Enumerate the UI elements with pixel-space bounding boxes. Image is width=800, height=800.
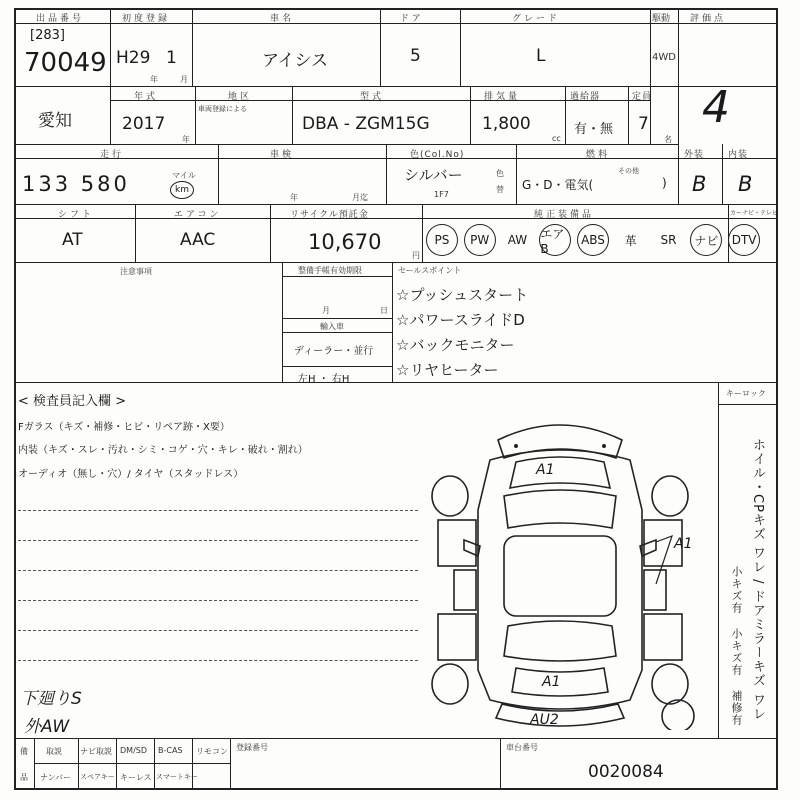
color-note-2: 替 <box>496 185 504 194</box>
right-side-note-3: 補修有 <box>730 690 743 726</box>
divider <box>282 332 392 333</box>
writing-line <box>18 660 418 661</box>
damage-mark-rear: A1 <box>542 674 561 690</box>
color-note-1: 色 <box>496 169 504 178</box>
car-name-header: 車名 <box>270 14 295 24</box>
model-type-header: 型式 <box>360 92 385 102</box>
grade-value: L <box>536 46 546 66</box>
first-reg-month-unit: 月 <box>180 75 188 84</box>
divider <box>34 738 35 790</box>
accessory-spare-key: スペアキー <box>80 773 115 781</box>
color-code: 1F7 <box>434 190 449 199</box>
divider <box>565 86 566 144</box>
equipment-item: AW <box>507 233 528 247</box>
divider <box>154 738 155 790</box>
divider <box>78 738 79 790</box>
color-name: シルバー <box>404 166 463 184</box>
bottom-side-label-2: 品 <box>20 773 28 782</box>
divider <box>282 262 283 382</box>
first-reg-year-unit: 年 <box>150 75 158 84</box>
accessory-plate: ナンバー <box>40 773 72 782</box>
warranty-header: 整備手帳有効期限 <box>298 266 362 275</box>
divider <box>470 86 471 144</box>
damage-mark-front: A1 <box>536 462 555 478</box>
drive-header: 駆動 <box>652 14 671 24</box>
warranty-day: 日 <box>380 306 388 315</box>
sales-points-list <box>396 284 696 384</box>
lot-bracket: [283] <box>30 28 65 43</box>
accessory-manual: 取説 <box>46 747 62 756</box>
sales-point-item: ☆バックモニター <box>396 336 515 354</box>
equipment-item: PS <box>426 224 458 256</box>
row2-bottom-line <box>14 144 678 145</box>
accessory-keyless: キーレス <box>120 773 152 782</box>
aircon-value: AAC <box>180 230 216 250</box>
divider <box>722 144 723 204</box>
ledger-header: 登録番号 <box>236 743 268 752</box>
interior-header: 内装 <box>728 150 749 160</box>
divider <box>422 204 423 262</box>
warranty-month: 月 <box>322 306 330 315</box>
keylock-header: キーロック <box>726 389 766 398</box>
divider <box>192 8 193 86</box>
writing-line <box>18 570 418 571</box>
divider <box>218 144 219 204</box>
inspector-line-3: オーディオ（無し・穴）/ タイヤ（スタッドレス） <box>18 469 244 480</box>
bottom-mid-line <box>34 763 230 764</box>
equipment-item: PW <box>464 224 496 256</box>
inspector-title: < 検査員記入欄 > <box>18 394 127 409</box>
grade-header: グレード <box>512 14 561 24</box>
accessory-navi-manual: ナビ取説 <box>80 747 112 756</box>
shaken-header: 車検 <box>270 150 295 160</box>
fuel-other: その他 <box>618 167 639 175</box>
equipment-item: DTV <box>728 224 760 256</box>
bottom-side-label-1: 備 <box>20 747 28 756</box>
accessory-dm-sd: DM/SD <box>120 746 147 755</box>
year-unit: 年 <box>182 135 190 144</box>
notes-header: 注意事項 <box>120 267 152 276</box>
capacity-unit: 名 <box>664 135 672 144</box>
right-side-note-2: 小キズ有 <box>730 628 743 676</box>
handle-type: 左H ・ 右H <box>298 374 350 385</box>
capacity-value: 7 <box>638 114 649 134</box>
divider <box>678 8 679 144</box>
displacement-header: 排気量 <box>484 92 521 102</box>
model-type: DBA - ZGM15G <box>302 114 430 134</box>
rating-header: 評価点 <box>690 14 727 24</box>
shift-header: シフト <box>58 210 95 220</box>
divider <box>135 204 136 262</box>
damage-mark-right: A1 <box>674 536 693 552</box>
mileage-header: 走行 <box>100 150 125 160</box>
sales-point-item: ☆リヤヒーター <box>396 361 499 379</box>
first-reg-month: 1 <box>166 48 177 68</box>
cc-unit: cc <box>552 134 561 143</box>
aircon-header: エアコン <box>174 210 222 220</box>
row3-header-line <box>14 158 778 159</box>
chassis-header: 車台番号 <box>506 743 538 752</box>
divider <box>516 144 517 204</box>
right-side-note-1: 小キズ有 <box>730 566 743 614</box>
bottom-top-line <box>14 738 778 739</box>
divider <box>500 738 501 790</box>
right-side-legend: ホイル・CPキズ ワレ / ドアミラーキズ ワレ <box>750 438 765 721</box>
fuel-value: G・D・電気( <box>522 178 594 192</box>
divider <box>282 366 392 367</box>
divider <box>460 8 461 86</box>
model-year: 2017 <box>122 114 166 134</box>
row1-bottom-line <box>14 86 778 87</box>
inspector-line-1: Fガラス（キズ・補修・ヒビ・リペア跡・X要） <box>18 422 230 433</box>
turbo-value: 有・無 <box>574 122 614 137</box>
divider <box>292 86 293 144</box>
accessory-smart-key: スマートキー <box>156 773 198 781</box>
sales-point-item: ☆プッシュスタート <box>396 286 529 304</box>
divider <box>192 738 193 790</box>
navi-tv-header: カーナビ・テレビ <box>730 210 778 217</box>
turbo-header: 過給器 <box>570 92 601 102</box>
divider <box>392 262 393 382</box>
writing-line <box>18 540 418 541</box>
writing-line <box>18 510 418 511</box>
accessory-remote: リモコン <box>196 747 228 756</box>
writing-line <box>18 600 418 601</box>
equipment-header: 純正装備品 <box>534 210 595 220</box>
door-header: ドア <box>400 14 424 24</box>
region-header: 地区 <box>228 92 253 102</box>
drive-value: 4WD <box>652 52 676 63</box>
divider <box>380 8 381 86</box>
year-header: 年式 <box>134 92 159 102</box>
equipment-item: SR <box>660 233 677 247</box>
divider <box>650 8 651 144</box>
shaken-year-unit: 年 <box>290 193 298 202</box>
sales-points-header: セールスポイント <box>398 266 462 275</box>
mileage-value: 133 580 <box>22 172 130 196</box>
equipment-item: エアB <box>539 224 571 256</box>
inspector-line-2: 内装（キズ・スレ・汚れ・シミ・コゲ・穴・キレ・破れ・割れ） <box>18 445 308 456</box>
chassis-number: 0020084 <box>588 762 664 782</box>
exterior-header: 外装 <box>684 150 705 160</box>
divider <box>270 204 271 262</box>
row4-header-line <box>14 218 778 219</box>
accessory-bcas: B-CAS <box>158 746 183 755</box>
divider <box>195 86 196 144</box>
recycle-header: リサイクル預託金 <box>290 210 369 220</box>
region-sub: 車両登録による <box>198 105 247 113</box>
divider <box>718 404 778 405</box>
door-count: 5 <box>410 46 421 66</box>
divider <box>282 276 392 277</box>
capacity-header: 定員 <box>632 92 653 102</box>
equipment-item: 革 <box>624 233 637 248</box>
first-reg-era: H29 <box>116 48 151 68</box>
sales-point-item: ☆パワースライドD <box>396 311 525 329</box>
exterior-grade: B <box>692 172 707 196</box>
divider <box>628 86 629 144</box>
shift-value: AT <box>62 230 83 250</box>
writing-line <box>18 630 418 631</box>
divider <box>718 382 719 738</box>
lot-header: 出品番号 <box>36 14 85 24</box>
equipment-item: ABS <box>577 224 609 256</box>
color-header: 色(Col.No) <box>410 150 465 160</box>
interior-grade: B <box>738 172 753 196</box>
divider <box>282 318 392 319</box>
mileage-mile-unit: マイル <box>172 171 196 180</box>
first-reg-header: 初度登録 <box>122 14 171 24</box>
equipment-list <box>424 222 764 260</box>
hand-note-underbody: 下廻りS <box>20 689 82 709</box>
import-header: 輸入車 <box>320 322 344 331</box>
recycle-value: 10,670 <box>308 230 382 254</box>
displacement-value: 1,800 <box>482 114 531 134</box>
damage-mark-bumper: AU2 <box>530 712 559 728</box>
import-type: ディーラー・並行 <box>294 346 374 357</box>
recycle-unit: 円 <box>412 251 420 260</box>
fuel-header: 燃料 <box>586 150 611 160</box>
divider <box>386 144 387 204</box>
shaken-month-unit: 月迄 <box>352 193 368 202</box>
hand-note-exterior: 外AW <box>24 717 70 737</box>
divider <box>116 738 117 790</box>
equipment-item: ナビ <box>690 224 722 256</box>
lot-number: 70049 <box>24 48 107 78</box>
divider <box>678 144 679 204</box>
fuel-close: ) <box>662 176 667 190</box>
row4-bottom-line <box>14 262 778 263</box>
region-value: 愛知 <box>38 111 72 131</box>
divider <box>230 738 231 790</box>
row3-bottom-line <box>14 204 778 205</box>
divider <box>110 8 111 144</box>
mileage-km-unit: km <box>170 181 194 199</box>
car-name: アイシス <box>262 51 328 71</box>
score-value: 4 <box>702 82 730 133</box>
